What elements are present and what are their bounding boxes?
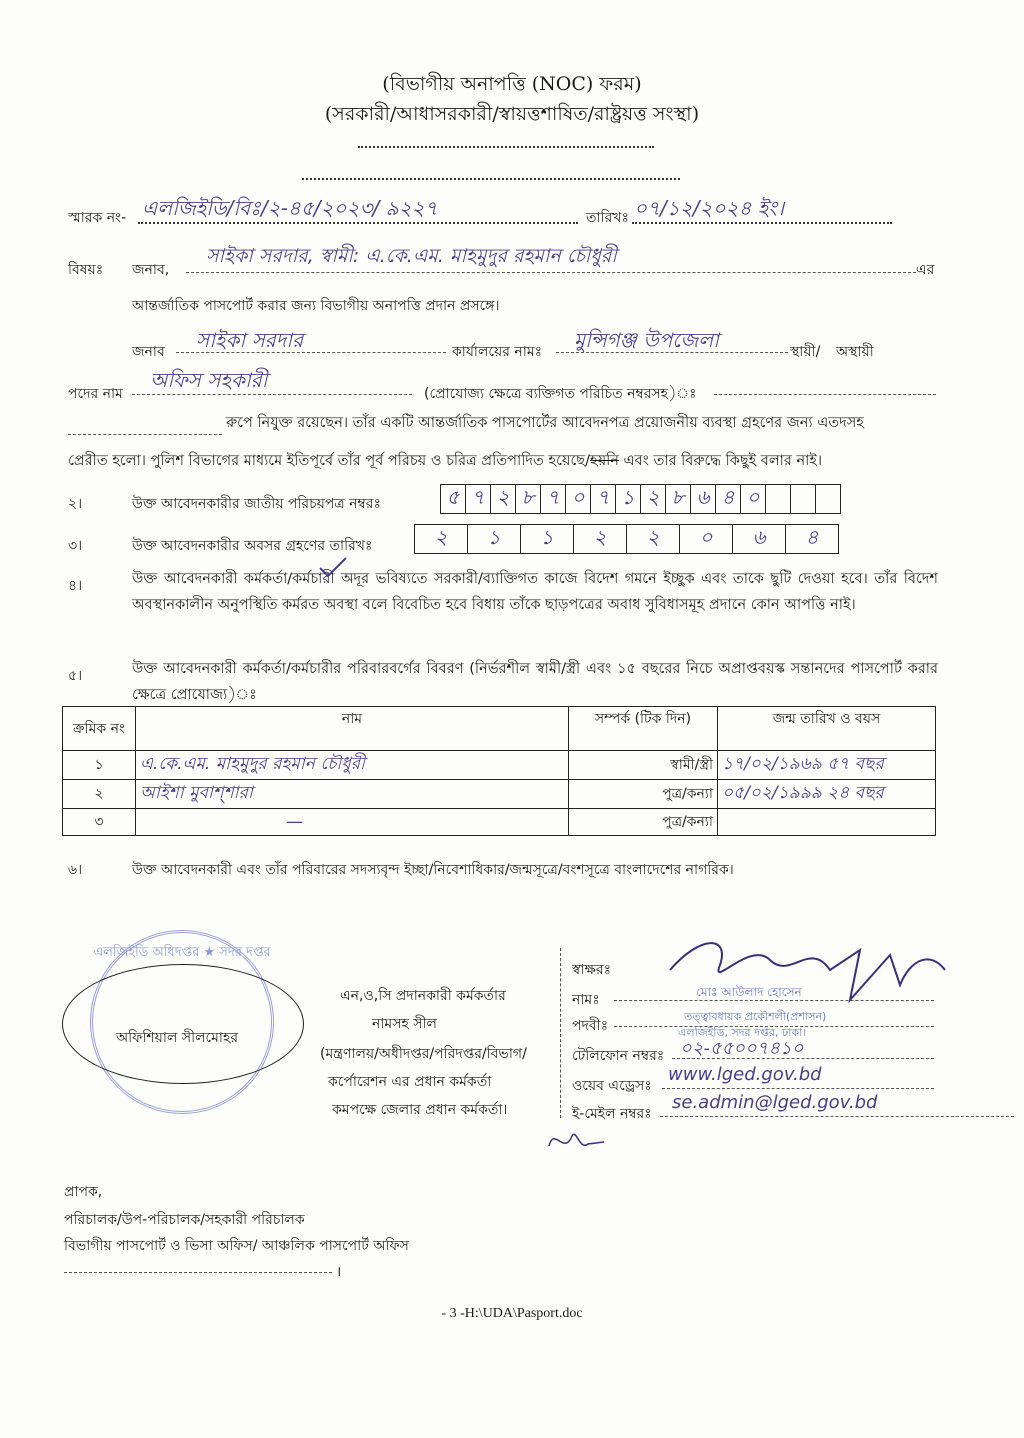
item-5-text: উক্ত আবেদনকারী কর্মকর্তা/কর্মচারীর পরিবারবর্গের বিবরণ (নির্ভরশীল স্বামী/স্ত্রী এবং ১৫ বছরের নিচে অপ্রাপ্তবয়স্ক সন্তানদের পাসপোর্ট করার ক্ষেত্রে প্রোযোজ্য)ঃ bbox=[132, 661, 938, 703]
retire-digit: ২ bbox=[627, 525, 680, 553]
form-title: (বিভাগীয় অনাপত্তি (NOC) ফরম) bbox=[382, 73, 642, 95]
item-3-number: ৩। bbox=[68, 538, 83, 554]
officer-line3: (মন্ত্রণালয়/অধীদপ্তর/পরিদপ্তর/বিভাগ/ bbox=[320, 1046, 527, 1062]
date-label: তারিখঃ bbox=[586, 210, 629, 226]
seal-ellipse bbox=[62, 964, 304, 1084]
temporary-option: অস্থায়ী bbox=[836, 344, 874, 360]
family-table bbox=[62, 706, 936, 836]
email-label: ই-মেইল নম্বরঃ bbox=[572, 1106, 652, 1122]
row-relation: পুত্র/কন্যা bbox=[569, 780, 718, 809]
para-b-struck: হয়নি bbox=[589, 453, 619, 469]
memo-number: এলজিইডি/বিঃ/২-৪৫/২০২৩/ ৯২২৭ bbox=[142, 196, 438, 220]
th-relation: সম্পর্ক (টিক দিন) bbox=[569, 707, 718, 751]
para-leading-dash bbox=[68, 434, 222, 435]
post-label: পদের নাম bbox=[68, 386, 123, 402]
retire-digit: ১ bbox=[468, 525, 521, 553]
memo-label: স্মারক নং- bbox=[68, 210, 127, 226]
recipient-line4: । bbox=[336, 1264, 342, 1280]
nid-digit bbox=[766, 485, 791, 513]
applicant-name-underline bbox=[176, 352, 446, 353]
seal-ring-text: এলজিইডি অধিদপ্তর ★ সদর দপ্তর bbox=[93, 945, 271, 960]
subject-janab: জনাব, bbox=[132, 262, 170, 278]
row-dob bbox=[718, 809, 936, 836]
email-underline bbox=[660, 1116, 1014, 1117]
post-hint: (প্রোযোজ্য ক্ষেত্রে ব্যক্তিগত পরিচিত নম্বরসহ)ঃ bbox=[424, 386, 697, 402]
table-header-row bbox=[63, 707, 936, 751]
table-row bbox=[63, 780, 936, 809]
memo-date: ০৭/১২/২০২৪ ইং। bbox=[634, 196, 784, 220]
nid-digit: ৬ bbox=[691, 485, 716, 513]
nid-digit: ১ bbox=[616, 485, 641, 513]
recipient-underline bbox=[64, 1272, 332, 1273]
nid-digit: ৭ bbox=[591, 485, 616, 513]
th-name: নাম bbox=[136, 707, 569, 751]
nid-digit: ৪ bbox=[716, 485, 741, 513]
table-row bbox=[63, 751, 936, 780]
post-stamp: তত্ত্বাবধায়ক প্রকৌশলী(প্রশাসন) bbox=[684, 1010, 827, 1023]
row-relation: স্বামী/স্ত্রী bbox=[569, 751, 718, 780]
seal-label: অফিশিয়াল সীলমোহর bbox=[116, 1030, 239, 1046]
row-dob: ০৫/০২/১৯৯৯ ২৪ বছর bbox=[718, 780, 936, 809]
officer-line2: নামসহ সীল bbox=[372, 1016, 437, 1032]
row-serial: ২ bbox=[63, 780, 136, 809]
nid-digit: ০ bbox=[741, 485, 766, 513]
officer-line5: কমপক্ষে জেলার প্রধান কর্মকর্তা। bbox=[332, 1102, 508, 1118]
date-underline bbox=[632, 222, 892, 224]
post-value: অফিস সহকারী bbox=[150, 368, 268, 392]
web-value: www.lged.gov.bd bbox=[668, 1064, 822, 1085]
nid-digit: ৭ bbox=[541, 485, 566, 513]
retire-digit: ৪ bbox=[805, 524, 819, 549]
para-b bbox=[68, 448, 948, 474]
initials-icon bbox=[544, 1126, 614, 1156]
post-label-sign: পদবীঃ bbox=[572, 1018, 609, 1034]
nid-digit: ৮ bbox=[666, 485, 691, 513]
web-label: ওয়েব এড্রেসঃ bbox=[572, 1078, 652, 1094]
row-dob: ১৭/০২/১৯৬৯ ৫৭ বছর bbox=[718, 751, 936, 780]
row-name: এ.কে.এম. মাহমুদুর রহমান চৌধুরী bbox=[136, 751, 569, 780]
subject-line2: আন্তর্জাতিক পাসপোর্ট করার জন্য বিভাগীয় অনাপত্তি প্রদান প্রসঙ্গে। bbox=[132, 298, 500, 314]
signature-divider bbox=[560, 948, 561, 1118]
item-4-number: ৪। bbox=[68, 578, 83, 594]
email-value: se.admin@lged.gov.bd bbox=[672, 1092, 878, 1113]
nid-digit: ৮ bbox=[516, 485, 541, 513]
item-2-label: উক্ত আবেদনকারীর জাতীয় পরিচয়পত্র নম্বরঃ bbox=[132, 496, 381, 512]
phone-underline bbox=[672, 1058, 934, 1059]
name-stamp: মোঃ আউলাদ হোসেন bbox=[696, 985, 802, 999]
retire-digit: ১ bbox=[521, 525, 574, 553]
th-dob: জন্ম তারিখ ও বয়স bbox=[718, 707, 936, 751]
item-6-text: উক্ত আবেদনকারী এবং তাঁর পরিবারের সদস্যবৃন্দ ইচ্ছা/নিবেশাধিকার/জন্মসূত্রে/বংশসূত্রে বাংলাদেশের নাগরিক। bbox=[132, 862, 734, 878]
signature-label: স্বাক্ষরঃ bbox=[572, 962, 612, 978]
office-name: মুন্সিগঞ্জ উপজেলা bbox=[574, 328, 719, 352]
row-name: — bbox=[136, 809, 569, 836]
web-underline bbox=[662, 1088, 934, 1089]
subject-name: সাইকা সরদার, স্বামী: এ.কে.এম. মাহমুদুর রহমান চৌধুরী bbox=[206, 245, 617, 267]
recipient-line1: প্রাপক, bbox=[64, 1184, 103, 1200]
nid-digit: ৭ bbox=[466, 485, 491, 513]
header-dotted-line-2 bbox=[302, 178, 680, 180]
memo-underline bbox=[138, 222, 578, 224]
nid-digit: ২ bbox=[491, 485, 516, 513]
tick-mark-icon bbox=[318, 556, 348, 578]
para-b-part1: প্রেরীত হলো। পুলিশ বিভাগের মাধ্যমে ইতিপূর্বে তাঁর পূর্ব পরিচয় ও চরিত্র প্রতিপাদিত হয়েছে/ bbox=[68, 453, 590, 469]
name-label: নামঃ bbox=[572, 992, 600, 1008]
header-dotted-line bbox=[358, 146, 654, 148]
item-6-number: ৬। bbox=[68, 862, 83, 878]
recipient-line2: পরিচালক/উপ-পরিচালক/সহকারী পরিচালক bbox=[64, 1212, 305, 1228]
item-2-number: ২। bbox=[68, 496, 83, 512]
applicant-name: সাইকা সরদার bbox=[196, 328, 304, 352]
nid-digit bbox=[791, 485, 816, 513]
row-serial: ৩ bbox=[63, 809, 136, 836]
phone-value: ০২-৫৫০০৭৪১০ bbox=[680, 1038, 804, 1059]
phone-label: টেলিফোন নম্বরঃ bbox=[572, 1048, 665, 1064]
nid-digit: ২ bbox=[641, 485, 666, 513]
retire-digit: ০ bbox=[680, 525, 733, 553]
row-name: আইশা মুবাশ্শারা bbox=[136, 780, 569, 809]
row-serial: ১ bbox=[63, 751, 136, 780]
subject-label: বিষয়ঃ bbox=[68, 262, 104, 278]
form-subtitle: (সরকারী/আধাসরকারী/স্বায়ত্তশাষিত/রাষ্ট্রয়ত্ত সংস্থা) bbox=[324, 103, 700, 125]
office-underline bbox=[556, 352, 788, 353]
applicant-janab: জনাব bbox=[132, 344, 165, 360]
row-relation: পুত্র/কন্যা bbox=[569, 809, 718, 836]
post-stamp-2: এলজিইডি, সদর দপ্তর, ঢাকা। bbox=[678, 1026, 807, 1039]
officer-line4: কর্পোরেশন এর প্রধান কর্মকর্তা bbox=[328, 1074, 492, 1090]
subject-suffix: এর bbox=[916, 262, 935, 278]
subject-underline bbox=[186, 272, 916, 273]
nid-digit: ৫ bbox=[441, 485, 466, 513]
retirement-boxes bbox=[414, 524, 839, 554]
item-5-number: ৫। bbox=[68, 668, 83, 684]
nid-digit: ০ bbox=[566, 485, 591, 513]
office-label: কার্যালয়ের নামঃ bbox=[452, 344, 543, 360]
para-b-part2: এবং তার বিরুদ্ধে কিছুই বলার নাই। bbox=[618, 453, 823, 469]
nid-digit bbox=[816, 485, 840, 513]
retire-digit: ২ bbox=[574, 525, 627, 553]
officer-line1: এন,ও,সি প্রদানকারী কর্মকর্তার bbox=[340, 988, 506, 1004]
table-row bbox=[63, 809, 936, 836]
item-3-label: উক্ত আবেদনকারীর অবসর গ্রহণের তারিখঃ bbox=[132, 538, 373, 554]
retire-digit: ৬ bbox=[733, 525, 786, 553]
recipient-line3: বিভাগীয় পাসপোর্ট ও ভিসা অফিস/ আঞ্চলিক পাসপোর্ট অফিস bbox=[64, 1238, 409, 1254]
footer-path: - 3 -H:\UDA\Pasport.doc bbox=[441, 1306, 583, 1321]
nid-boxes bbox=[440, 484, 841, 514]
item-4-text: উক্ত আবেদনকারী কর্মকর্তা/কর্মচারী অদূর ভবিষ্যতে সরকারী/ব্যাক্তিগত কাজে বিদেশ গমনে ইচ্ছুক এবং তাকে ছুটি দেওয়া হবে। তাঁর বিদেশ অবস্থানকালীন অনুপস্থিতি কর্মরত অবস্থা বলে বিবেচিত হবে বিধায় তাঁকে ছাড়পত্রের অবাধ সুবিধাসমূহ প্রদানে কোন আপত্তি নাই। bbox=[132, 571, 938, 613]
permanent-option: স্থায়ী/ bbox=[790, 344, 821, 360]
post-hint-underline bbox=[714, 394, 936, 395]
retire-digit: ২ bbox=[415, 525, 468, 553]
post-underline bbox=[132, 394, 412, 395]
para-a: রুপে নিযুক্ত রয়েছেন। তাঁর একটি আন্তর্জাতিক পাসপোর্টের আবেদনপত্র প্রয়োজনীয় ব্যবস্থা গ্রহণের জন্য এতদসহ bbox=[226, 415, 864, 431]
th-serial: ক্রমিক নং bbox=[63, 707, 136, 751]
